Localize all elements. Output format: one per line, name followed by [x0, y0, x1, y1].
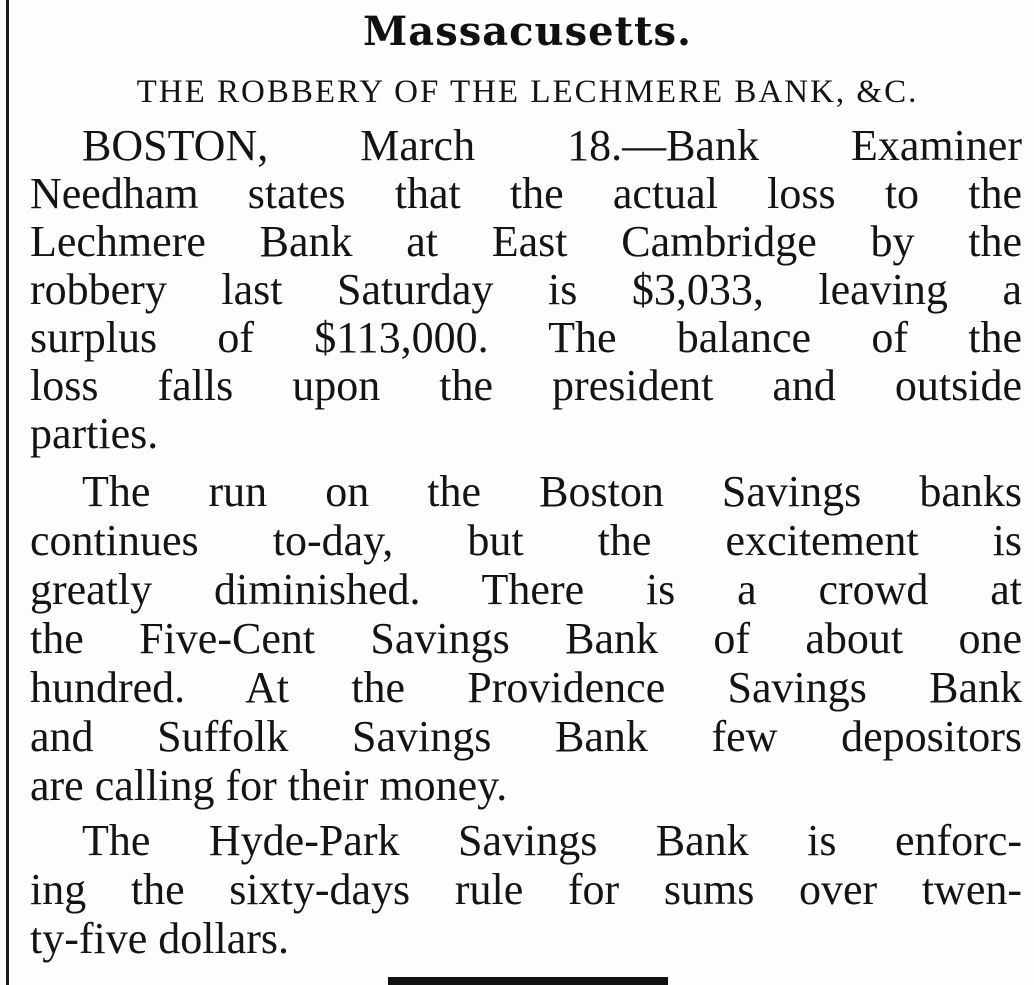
- paragraph-2-line-7: are calling for their money.: [30, 761, 508, 810]
- paragraph-2-line-4: the Five-Cent Savings Bank of about one: [30, 614, 1022, 663]
- article: [30, 0, 1025, 985]
- paragraph-1-line-5: surplus of $113,000. The balance of the: [30, 313, 1022, 362]
- paragraph-1-line-7: parties.: [30, 409, 159, 458]
- paragraph-2-line-2: continues to-day, but the excitement is: [30, 516, 1022, 565]
- paragraph-1-line-4: robbery last Saturday is $3,033, leaving a: [30, 265, 1022, 314]
- paragraph-1-line-6: loss falls upon the president and outside: [30, 361, 1022, 410]
- article-subheadline: THE ROBBERY OF THE LECHMERE BANK, &C.: [136, 74, 919, 110]
- paragraph-1-line-3: Lechmere Bank at East Cambridge by the: [30, 217, 1022, 266]
- paragraph-2-line-1: The run on the Boston Savings banks: [82, 467, 1022, 516]
- paragraph-2-line-6: and Suffolk Savings Bank few depositors: [30, 712, 1022, 761]
- article-end-rule: [388, 977, 668, 985]
- paragraph-2-line-5: hundred. At the Providence Savings Bank: [30, 663, 1022, 712]
- column-divider-rule: [6, 0, 9, 985]
- paragraph-1-line-2: Needham states that the actual loss to the: [30, 169, 1022, 218]
- paragraph-2-line-3: greatly diminished. There is a crowd at: [30, 565, 1022, 614]
- paragraph-3-line-2: ing the sixty-days rule for sums over twen-: [30, 865, 1022, 914]
- paragraph-1-line-1: BOSTON, March 18.—Bank Examiner: [82, 121, 1022, 170]
- paragraph-3-line-3: ty-five dollars.: [30, 914, 290, 963]
- paragraph-3-line-1: The Hyde-Park Savings Bank is enforc-: [82, 816, 1022, 865]
- article-headline: Massacusetts.: [363, 8, 692, 55]
